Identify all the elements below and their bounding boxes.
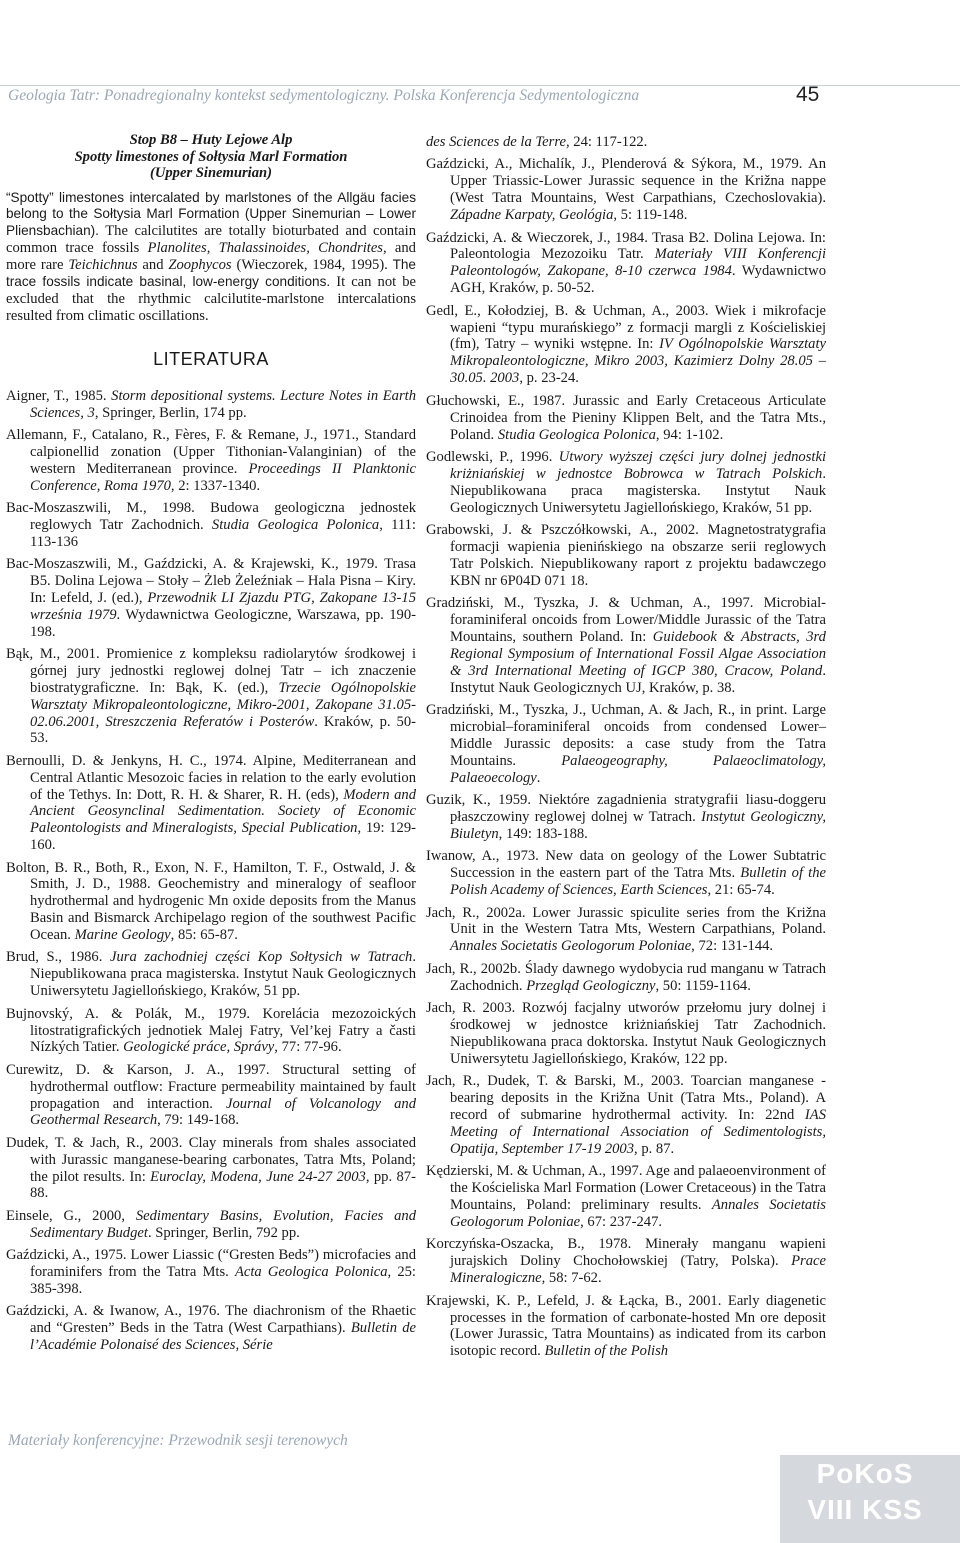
reference-entry [426, 702, 826, 787]
reference-text-part: Bernoulli, D. & Jenkyns, H. C., 1974. Alpine, Mediterranean and Central Atlantic Mesozoic facies in relation to the early evolution of the Tethys. In: Dott, R. H. & Sharer, R. H. (eds), [6, 752, 416, 803]
stop-title-line2: Spotty limestones of Sołtysia Marl Formation [74, 148, 348, 165]
reference-text-part: . Niepublikowana praca magisterska. Instytut Nauk Geologicznych Uniwersytetu Jagiellońskiego, Kraków, 51 pp. [30, 949, 417, 1000]
reference-italic-part: Marine Geology [74, 927, 171, 944]
reference-text-part: . Instytut Nauk Geologicznych UJ, Kraków, p. 38. [450, 662, 826, 696]
reference-italic-part: Sedimentary Basins, Evolution, Facies and Sedimentary Budget [30, 1207, 416, 1241]
reference-italic-part: Studia Geologica Polonica [497, 426, 656, 443]
reference-italic-part: Euroclay, Modena, June 24-27 2003 [150, 1168, 366, 1185]
abstract-part2: The calcilutites are totally bioturbated and contain common trace fossils [6, 223, 416, 257]
reference-text-part: Bac-Moszaszwili, M., Gaździcki, A. & Krajewski, K., 1979. Trasa B5. Dolina Lejowa – Stoły – Żleb Żeleźniak – Hala Pisna – Kiry. In: Lefeld, J. (ed.), [6, 555, 416, 606]
reference-text-part: , 77: 77-96. [274, 1039, 342, 1056]
reference-text-part: Korczyńska-Oszacka, B., 1978. Minerały manganu wapieni jurajskich Doliny Chochołowskiej (Tatry, Polska). [426, 1236, 826, 1270]
reference-text-part: Iwanow, A., 1973. New data on geology of the Lower Subtatric Succession in the eastern part of the Tatra Mts. [426, 848, 826, 882]
reference-text-part: , 79: 149-168. [157, 1112, 240, 1129]
reference-entry [6, 753, 416, 854]
abstract-part4: and [137, 257, 169, 274]
reference-italic-part: Acta Geologica Polonica [234, 1263, 388, 1280]
abstract-taxa2: Teichichnus [68, 257, 138, 274]
reference-text-part: , pp. 87-88. [30, 1168, 416, 1202]
reference-entry [426, 156, 826, 224]
reference-entry [426, 595, 826, 696]
reference-entry [6, 1062, 416, 1130]
reference-text-part: . Kraków, p. 50-53. [30, 713, 417, 747]
reference-entry [6, 556, 416, 641]
reference-text-part: Godlewski, P., 1996. [426, 448, 559, 465]
footer-text: Materiały konferencyjne: Przewodnik sesji terenowych [8, 1432, 348, 1449]
reference-entry [426, 522, 826, 590]
reference-italic-part: Guidebook & Abstracts, 3rd Regional Symposium of International Fossil Algae Association & 3rd International Meeting of IGCP 380, Cracow, Poland [450, 628, 826, 679]
reference-text-part: , 19: 129-160. [30, 820, 416, 854]
reference-italic-part: Przegląd Geologiczny [526, 977, 656, 994]
abstract-part1: “Spotty” limestones intercalated by marlstones of the Allgäu facies belong to the Sołtysia Marl Formation (Upper Sinemurian – Lower Pliensbachian). [6, 189, 416, 239]
reference-italic-part: des Sciences de la Terre [426, 134, 566, 150]
reference-text-part: , 21: 65-74. [707, 882, 775, 899]
reference-italic-part: Annales Societatis Geologorum Poloniae [450, 1197, 826, 1230]
reference-text-part: Aigner, T., 1985. [6, 387, 112, 404]
reference-entry [426, 961, 826, 995]
reference-list-left [6, 388, 416, 1354]
reference-text-part: Gaździcki, A. & Iwanow, A., 1976. The diachronism of the Rhaetic and “Gresten” Beds in the Tatra (West Carpathians). [6, 1303, 416, 1336]
reference-text-part: Jach, R., 2002a. Lower Jurassic spiculite series from the Križna Unit in the Western Tatra Mts, Western Carpathians, Poland. [426, 904, 826, 938]
reference-text-part: Allemann, F., Catalano, R., Fères, F. & Remane, J., 1971., Standard calpionellid zonation (Upper Tithonian-Valanginian) of the western Mediterranean province. [6, 426, 416, 477]
stop-title-line3: (Upper Sinemurian) [149, 165, 273, 181]
reference-entry [426, 1236, 826, 1287]
reference-entry [6, 427, 416, 495]
reference-text-part: . [536, 769, 541, 786]
reference-italic-part: Przewodnik LI Zjazdu PTG, Zakopane 13-15 września 1979 [30, 589, 416, 623]
reference-italic-part: IAS Meeting of International Association of Sedimentologists, Opatija, September 17-19 2003 [450, 1107, 826, 1157]
stop-abstract [6, 190, 416, 325]
reference-text-part: , 50: 1159-1164. [655, 977, 751, 994]
abstract-taxa3: Zoophycos [168, 257, 232, 274]
reference-entry [6, 949, 416, 1000]
reference-entry [6, 500, 416, 551]
reference-entry [6, 860, 416, 945]
reference-italic-part: Geologické práce, Správy [123, 1039, 275, 1056]
abstract-part3: and more rare [6, 240, 416, 274]
reference-entry [426, 848, 826, 899]
abstract-taxa1: Planolites, Thalassinoides, Chondrites, [147, 240, 387, 257]
reference-text-part: . Wydawnictwo AGH, Kraków, p. 50-52. [450, 263, 826, 297]
reference-text-part: Dudek, T. & Jach, R., 2003. Clay minerals from shales associated with Jurassic manganese-bearing carbonates, Tatra Mts, Poland; the pilot results. In: [6, 1134, 416, 1185]
abstract-part7: It can not be excluded that the rhythmic calcilutite-marlstone intercalations resulted from climatic oscillations. [6, 274, 417, 324]
reference-text-part: , 111: 113-136 [30, 516, 416, 550]
reference-italic-part: IV Ogólnopolskie Warsztaty Mikropaleontologiczne, Mikro 2003, Kazimierz Dolny 28.05 – 30.05. 2003 [450, 336, 826, 387]
reference-text-part: Bolton, B. R., Both, R., Exon, N. F., Hamilton, T. F., Ostwald, J. & Smith, J. D., 1988. Geochemistry and mineralogy of seafloor hydrothermal and hydrogenic Mn oxide deposits from the Manus Basin and Bismarck Archipelago region of the southwest Pacific Ocean. [6, 859, 416, 944]
reference-text-part: , p. 23-24. [519, 370, 579, 387]
reference-text-part: , 94: 1-102. [655, 426, 724, 443]
reference-entry [6, 1208, 416, 1242]
reference-italic-part: Trzecie Ogólnopolskie Warsztaty Mikropaleontologiczne, Mikro-2001, Zakopane 31.05-02.06.2001, Streszczenia Referatów i Posterów [30, 679, 416, 730]
reference-entry [6, 1006, 416, 1057]
reference-italic-part: Prace Mineralogiczne [450, 1253, 826, 1287]
reference-entry [426, 134, 826, 151]
reference-text-part: Kędzierski, M. & Uchman, A., 1997. Age and palaeoenvironment of the Kościeliska Marl Formation (Lower Cretaceous) in the Tatra Mountains, Poland: preliminary results. [426, 1163, 826, 1214]
reference-entry [6, 1247, 416, 1298]
reference-italic-part: Studia Geologica Polonica [211, 516, 380, 533]
reference-italic-part: Proceedings II Planktonic Conference, Roma 1970 [30, 460, 416, 494]
reference-text-part: Bąk, M., 2001. Promienice z kompleksu radiolarytów środkowej i górnej jury jednostki reglowej dolnej Tatr – ich znaczenie biostratygraficzne. In: Bąk, K. (ed.), [6, 645, 416, 696]
stop-title-line1: Stop B8 – Huty Lejowe Alp [129, 132, 293, 148]
reference-italic-part: Západne Karpaty, Geológia [450, 207, 614, 224]
reference-text-part: , Springer, Berlin, 174 pp. [94, 404, 247, 421]
reference-text-part: , 24: 117-122. [565, 134, 648, 150]
reference-text-part: . Springer, Berlin, 792 pp. [147, 1224, 300, 1241]
reference-entry [6, 1303, 416, 1354]
reference-text-part: , 2: 1337-1340. [170, 477, 261, 494]
reference-list-right [426, 134, 826, 1360]
literature-heading: LITERATURA [153, 348, 269, 369]
reference-entry [426, 792, 826, 843]
reference-entry [426, 1000, 826, 1068]
reference-entry [6, 388, 416, 422]
reference-text-part: . Wydawnictwa Geologiczne, Warszawa, pp. 190-198. [30, 606, 416, 640]
reference-italic-part: Storm depositional systems. Lecture Notes in Earth Sciences, 3 [30, 387, 417, 421]
reference-text-part: Einsele, G., 2000, [6, 1207, 136, 1224]
reference-text-part: Jach, R. 2003. Rozwój facjalny utworów przełomu jury dolnej i środkowej w jednostce kriżniańskiej Tatr Zachodnich. Niepublikowana praca doktorska. Instytut Nauk Geologicznych Uniwersytetu Jagiellońskiego, Kraków, 122 pp. [426, 1000, 826, 1067]
reference-italic-part: Utwory wyższej części jury dolnej jednostki kriżniańskiej w jednostce Bobrowca w Tatrach Polskich [450, 448, 826, 482]
reference-italic-part: Instytut Geologiczny, Biuletyn [450, 809, 826, 842]
reference-entry [426, 393, 826, 444]
reference-italic-part: Jura zachodniej części Kop Sołtysich w Tatrach [110, 949, 413, 966]
abstract-part6: The trace fossils indicate basinal, low-energy conditions. [6, 257, 416, 290]
reference-text-part: Krajewski, K. P., Lefeld, J. & Łącka, B., 2001. Early diagenetic processes in the formation of carbonate-hosted Mn ore deposit (Lower Jurassic, Tatra Mountains) as indicated from its carbon isotopic record. [426, 1292, 826, 1360]
reference-text-part: Brud, S., 1986. [6, 949, 111, 966]
reference-text-part: , 85: 65-87. [170, 927, 238, 944]
reference-text-part: Grabowski, J. & Pszczółkowski, A., 2002. Magnetostratygrafia formacji wapienia pienińskiego na obszarze serii reglowych Tatr Polskich. Niepublikowany raport z projektu badawczego KBN nr 6P04D 071 18. [426, 522, 826, 589]
reference-italic-part: Annales Societatis Geologorum Poloniae [450, 938, 692, 955]
reference-text-part: Jach, R., Dudek, T. & Barski, M., 2003. Toarcian manganese - bearing deposits in the Križna Unit (Tatra Mts., Poland). A record of submarine hydrothermal activity. In: 22nd [426, 1073, 826, 1124]
reference-text-part: Gradziński, M., Tyszka, J., Uchman, A. & Jach, R., in print. Large microbial–foraminiferal oncoids from condensed Lower–Middle Jurassic deposits: a case study from the Tatra Mountains. [426, 702, 826, 769]
reference-text-part: Gedl, E., Kołodziej, B. & Uchman, A., 2003. Wiek i mikrofacje wapieni “typu murańskiego” z formacji margli z Kościeliskiej (fm), Tatry – wyniki wstępne. In: [426, 302, 826, 353]
reference-text-part: Głuchowski, E., 1987. Jurassic and Early Cretaceous Articulate Crinoidea from the Pieniny Klippen Belt, and the Tatra Mts., Poland. [426, 392, 826, 443]
abstract-part5: (Wieczorek, 1984, 1995). [231, 257, 388, 274]
reference-entry [426, 1293, 826, 1361]
reference-entry [426, 905, 826, 956]
page-number: 45 [796, 83, 820, 106]
reference-entry [426, 230, 826, 298]
reference-italic-part: Materiały VIII Konferencji Paleontologów, Zakopane, 8-10 czerwca 1984 [450, 246, 827, 280]
reference-italic-part: Bulletin de l’Académie Polonaisé des Sciences, Série [30, 1319, 416, 1353]
reference-text-part: Gaździcki, A., Michalík, J., Plenderová & Sýkora, M., 1979. An Upper Triassic-Lower Jurassic sequence in the Križna nappe (West Tatra Mountains, West Carpathians, Czechoslovakia). [426, 156, 826, 207]
reference-text-part: Bac-Moszaszwili, M., 1998. Budowa geologiczna jednostek reglowych Tatr Zachodnich. [6, 499, 416, 533]
reference-text-part: , 5: 119-148. [613, 207, 688, 224]
reference-entry [426, 1073, 826, 1158]
reference-text-part: Gradziński, M., Tyszka, J. & Uchman, A., 1997. Microbial-foraminiferal oncoids from Lower/Middle Jurassic of the Tatra Mountains, southern Poland. In: [426, 595, 826, 645]
reference-text-part: Curewitz, D. & Karson, J. A., 1997. Structural setting of hydrothermal outflow: Fracture permeability maintained by fault propagation and interaction. [6, 1061, 416, 1112]
reference-entry [6, 1135, 416, 1203]
reference-text-part: , 72: 131-144. [691, 938, 774, 955]
reference-text-part: , p. 87. [634, 1140, 675, 1157]
reference-italic-part: Bulletin of the Polish [544, 1343, 669, 1360]
reference-entry [426, 449, 826, 517]
reference-entry [426, 303, 826, 388]
reference-text-part: Bujnovský, A. & Polák, M., 1979. Korelácia mezozoických litostratigrafických jednotiek Malej Fatry, Vel’kej Fatry a časti Nízkých Tatier. [6, 1005, 416, 1056]
reference-italic-part: Journal of Volcanology and Geothermal Research [30, 1095, 416, 1129]
reference-text-part: Guzik, K., 1959. Niektóre zagadnienia stratygrafii liasu-doggeru płaszczowiny reglowej dolnej w Tatrach. [426, 792, 826, 826]
reference-text-part: Jach, R., 2002b. Ślady dawnego wydobycia rud manganu w Tatrach Zachodnich. [426, 960, 826, 994]
running-title: Geologia Tatr: Ponadregionalny kontekst sedymentologiczny. Polska Konferencja Sedymentologiczna [8, 87, 640, 104]
badge-line2: VIII KSS [807, 1494, 923, 1525]
badge-line1: PoKoS [816, 1458, 914, 1489]
reference-text-part: Gaździcki, A., 1975. Lower Liassic (“Gresten Beds”) microfacies and foraminifers from the Tatra Mts. [6, 1246, 416, 1280]
left-column [6, 132, 416, 1359]
reference-text-part: , 149: 183-188. [498, 825, 588, 842]
reference-text-part: , 67: 237-247. [580, 1213, 663, 1230]
reference-entry [6, 646, 416, 747]
reference-text-part: , 58: 7-62. [541, 1270, 602, 1287]
reference-text-part: Gaździcki, A. & Wieczorek, J., 1984. Trasa B2. Dolina Lejowa. In: Paleontologia Mezozoiku Tatr. [426, 229, 826, 263]
reference-italic-part: Palaeogeography, Palaeoclimatology, Palaeoecology [450, 752, 826, 786]
reference-text-part: , 25: 385-398. [30, 1263, 416, 1297]
reference-italic-part: Modern and Ancient Geosynclinal Sedimentation. Society of Economic Paleontologists and Mineralogists, Special Publication [30, 786, 417, 837]
reference-italic-part: Bulletin of the Polish Academy of Sciences, Earth Sciences [450, 865, 826, 899]
right-column [426, 134, 826, 1366]
reference-entry [426, 1163, 826, 1231]
reference-text-part: . Niepublikowana praca magisterska. Instytut Nauk Geologicznych Uniwersytetu Jagiellońskiego, Kraków, 51 pp. [450, 465, 826, 516]
